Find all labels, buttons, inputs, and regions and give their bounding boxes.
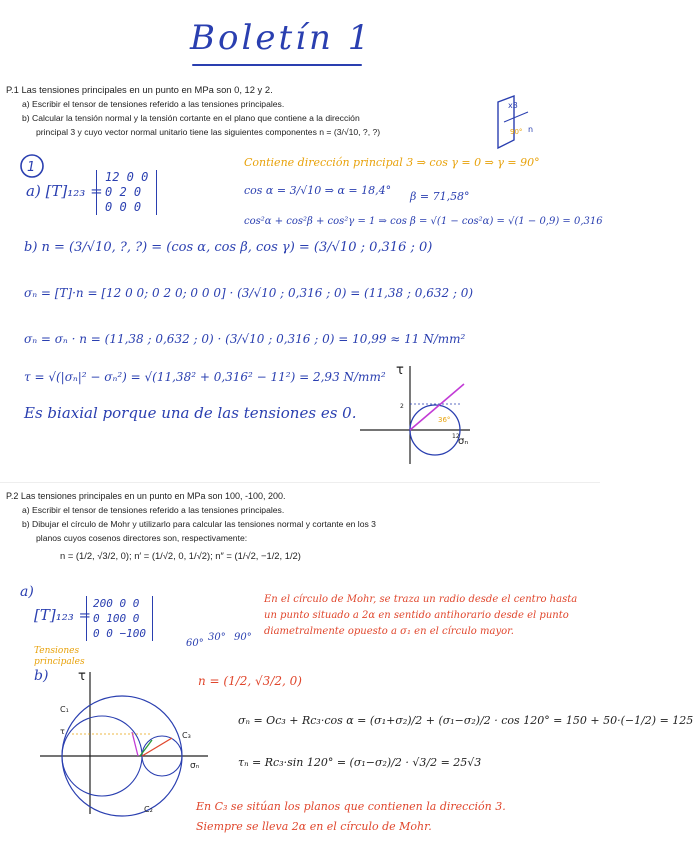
cosine-identity: cos²α + cos²β + cos²γ = 1 ⇒ cos β = √(1 − cos²α) = √(1 − 0,9) = 0,316 [244, 216, 603, 227]
problem-2-header: P.2 Las tensiones principales en un punto en MPa son 100, -100, 200. [6, 491, 286, 501]
stress-tensor-matrix-1 [96, 170, 157, 215]
angle-label: 90° [234, 632, 252, 643]
circle-label-c2: C₂ [144, 805, 153, 814]
plane-sketch [488, 94, 548, 158]
problem-2-part-b-line2: planos cuyos cosenos directores son, respectivamente: [36, 533, 248, 543]
biaxial-conclusion: Es biaxial porque una de las tensiones es 0. [24, 404, 357, 422]
svg-text:τ: τ [60, 727, 65, 736]
mohr-circle-diagram-2 [40, 668, 210, 818]
matrix-row: 0 2 0 [105, 185, 142, 199]
problem-1-part-a: a) Escribir el tensor de tensiones referido a las tensiones principales. [22, 99, 285, 109]
circle-label-c1: C₁ [60, 705, 69, 714]
matrix-row: 12 0 0 [105, 170, 149, 184]
angle-label: 30° [208, 632, 226, 643]
cos-alpha-equation: cos α = 3/√10 ⇒ α = 18,4° [244, 184, 392, 197]
beta-value: β = 71,58° [410, 190, 470, 203]
matrix-row: 0 0 0 [105, 200, 142, 214]
problem-2-part-a: a) Escribir el tensor de tensiones referido a las tensiones principales. [22, 505, 285, 515]
problem-2-part-b-line1: b) Dibujar el círculo de Mohr y utilizarlo para calcular las tensiones normal y cortante en los 3 [22, 519, 376, 529]
angle-label: 60° [186, 638, 204, 649]
tick-label: 2 [400, 403, 404, 410]
tau-axis-label: τ [78, 669, 86, 684]
angle-label: 36° [438, 416, 451, 424]
direction-cosines: n = (1/2, √3/2, 0); n′ = (1/√2, 0, 1/√2); n″ = (1/√2, −1/2, 1/2) [60, 550, 301, 561]
svg-text:90°: 90° [510, 128, 523, 136]
problem-1-part-b-line1: b) Calcular la tensión normal y la tensión cortante en el plano que contiene a la dirección [22, 113, 360, 123]
tensor-label-1: a) [T]₁₂₃ = [26, 182, 103, 200]
tick-label: 12 [452, 433, 460, 440]
title-underline [192, 64, 362, 66]
matrix-row: 0 0 −100 [93, 627, 146, 640]
matrix-row: 200 0 0 [93, 597, 140, 610]
svg-text:1: 1 [27, 160, 36, 175]
tau-axis-label: τ [396, 363, 404, 378]
mohr-construction-note: En el círculo de Mohr, se traza un radio desde el centro hasta un punto situado a 2α en sentido antihorario desde el punto diametralmente opuesto a σ₁ en el círculo mayor. [264, 594, 578, 637]
svg-text:n: n [528, 125, 534, 134]
part-b-label: b) [34, 668, 49, 684]
section-divider [0, 482, 600, 483]
principal-stresses-note: Tensiones principales [34, 646, 85, 667]
normal-vector-line: b) n = (3/√10, ?, ?) = (cos α, cos β, cos γ) = (3/√10 ; 0,316 ; 0) [24, 240, 433, 255]
stress-vector-equation: σₙ = [T]·n = [12 0 0; 0 2 0; 0 0 0] · (3/√10 ; 0,316 ; 0) = (11,38 ; 0,632 ; 0) [24, 286, 474, 300]
page-title: Boletín 1 [190, 18, 373, 58]
two-alpha-note: Siempre se lleva 2α en el círculo de Mohr. [196, 820, 432, 833]
stress-tensor-matrix-2 [86, 596, 153, 641]
normal-stress-equation: σₙ = σₙ · n = (11,38 ; 0,632 ; 0) · (3/√10 ; 0,316 ; 0) = 10,99 ≈ 11 N/mm² [24, 332, 466, 346]
solution-1-marker [18, 152, 46, 180]
shear-stress-equation-2: τₙ = Rc₃·sin 120° = (σ₁−σ₂)/2 · √3/2 = 25√3 [238, 756, 482, 769]
matrix-row: 0 100 0 [93, 612, 140, 625]
tensor-label-2: [T]₁₂₃ = [34, 606, 92, 624]
mohr-circle-diagram-1 [340, 360, 490, 470]
normal-stress-equation-2: σₙ = Oc₃ + Rc₃·cos α = (σ₁+σ₂)/2 + (σ₁−σ₂)/2 · cos 120° = 150 + 50·(−1/2) = 125 [238, 714, 693, 727]
problem-1-header: P.1 Las tensiones principales en un punto en MPa son 0, 12 y 2. [6, 84, 273, 95]
sigma-axis-label: σₙ [190, 761, 200, 771]
problem-1-part-b-line2: principal 3 y cuyo vector normal unitario tiene las siguientes componentes n = (3/√10, ?, ?) [36, 127, 381, 137]
circle-c3-note: En C₃ se sitúan los planos que contienen la dirección 3. [196, 800, 506, 813]
shear-stress-equation: τ = √(|σₙ|² − σₙ²) = √(11,38² + 0,316² − 11²) = 2,93 N/mm² [24, 370, 386, 384]
part-a-label: a) [20, 584, 34, 600]
direction-note: Contiene dirección principal 3 ⇒ cos γ = 0 ⇒ γ = 90° [244, 156, 540, 169]
sigma-axis-label: σₙ [458, 436, 469, 447]
circle-label-c3: C₃ [182, 731, 191, 740]
svg-text:x3: x3 [508, 101, 518, 110]
normal-vector-2: n = (1/2, √3/2, 0) [198, 674, 302, 688]
